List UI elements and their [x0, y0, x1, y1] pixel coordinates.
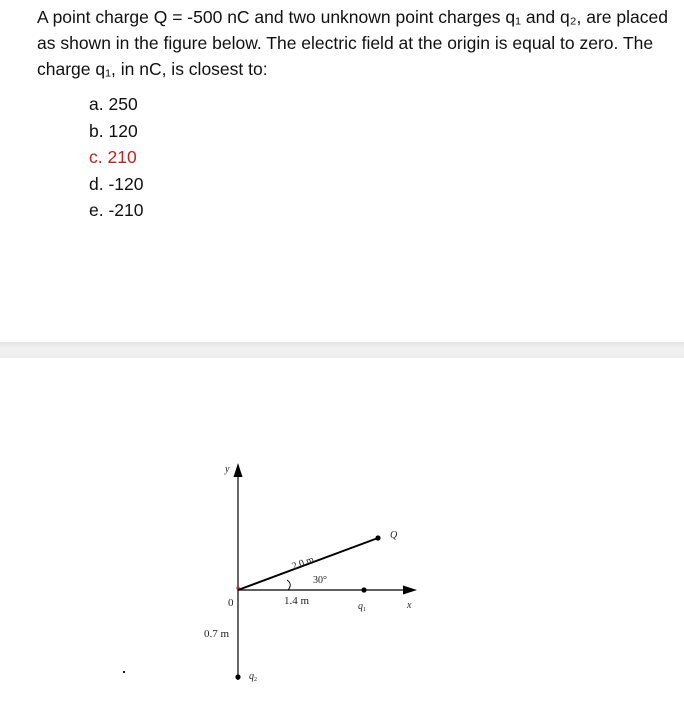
option-b-value: 120: [108, 120, 138, 141]
distance-q2-label: 0.7 m: [204, 628, 230, 640]
charge-figure: [0, 358, 684, 700]
charge-q1-dot: [361, 587, 366, 592]
answer-options: [89, 91, 144, 224]
charge-q1-subscript: 1: [363, 607, 366, 613]
charge-Q-dot: [375, 535, 380, 540]
charge-q2-label: [249, 671, 257, 683]
x-axis-arrow: [403, 586, 417, 595]
section-divider: [0, 342, 684, 358]
option-d-letter: d.: [89, 173, 104, 194]
charge-q2-dot: [235, 674, 240, 679]
distance-Q-label: 2.0 m: [290, 554, 316, 573]
option-b-letter: b.: [89, 120, 104, 141]
question-text: A point charge Q = -500 nC and two unknown point charges q₁ and q₂, are placed as shown in the figure below. The electric field at the origin is equal to zero. The charge q₁, in nC, is closest to:: [37, 7, 668, 79]
option-e-letter: e.: [89, 200, 104, 220]
charge-q2-subscript: 2: [254, 677, 257, 683]
figure-svg: [0, 358, 684, 700]
option-a-value: 250: [108, 94, 138, 114]
option-c[interactable]: [89, 144, 144, 171]
option-e-value: -210: [108, 200, 144, 220]
charge-q1-label: [358, 601, 366, 613]
x-axis-label: x: [407, 600, 412, 611]
distance-q1-label: 1.4 m: [284, 595, 310, 607]
y-axis-label: y: [225, 464, 230, 475]
option-a-letter: a.: [89, 94, 104, 114]
option-d-value: -120: [108, 173, 144, 194]
option-c-value: 210: [107, 147, 137, 167]
stray-dot: [123, 671, 125, 673]
option-c-letter: c.: [89, 147, 103, 167]
option-e[interactable]: [89, 197, 144, 224]
option-a[interactable]: [89, 91, 144, 118]
angle-label: 30°: [313, 575, 327, 586]
charge-q2-letter: q: [249, 671, 254, 682]
option-d[interactable]: [89, 171, 144, 198]
charge-Q-label: Q: [390, 530, 398, 541]
y-axis-arrow: [234, 463, 243, 477]
angle-arc: [287, 580, 290, 590]
charge-q1-letter: q: [358, 601, 363, 612]
origin-label: 0: [228, 597, 234, 609]
option-b[interactable]: [89, 118, 144, 145]
